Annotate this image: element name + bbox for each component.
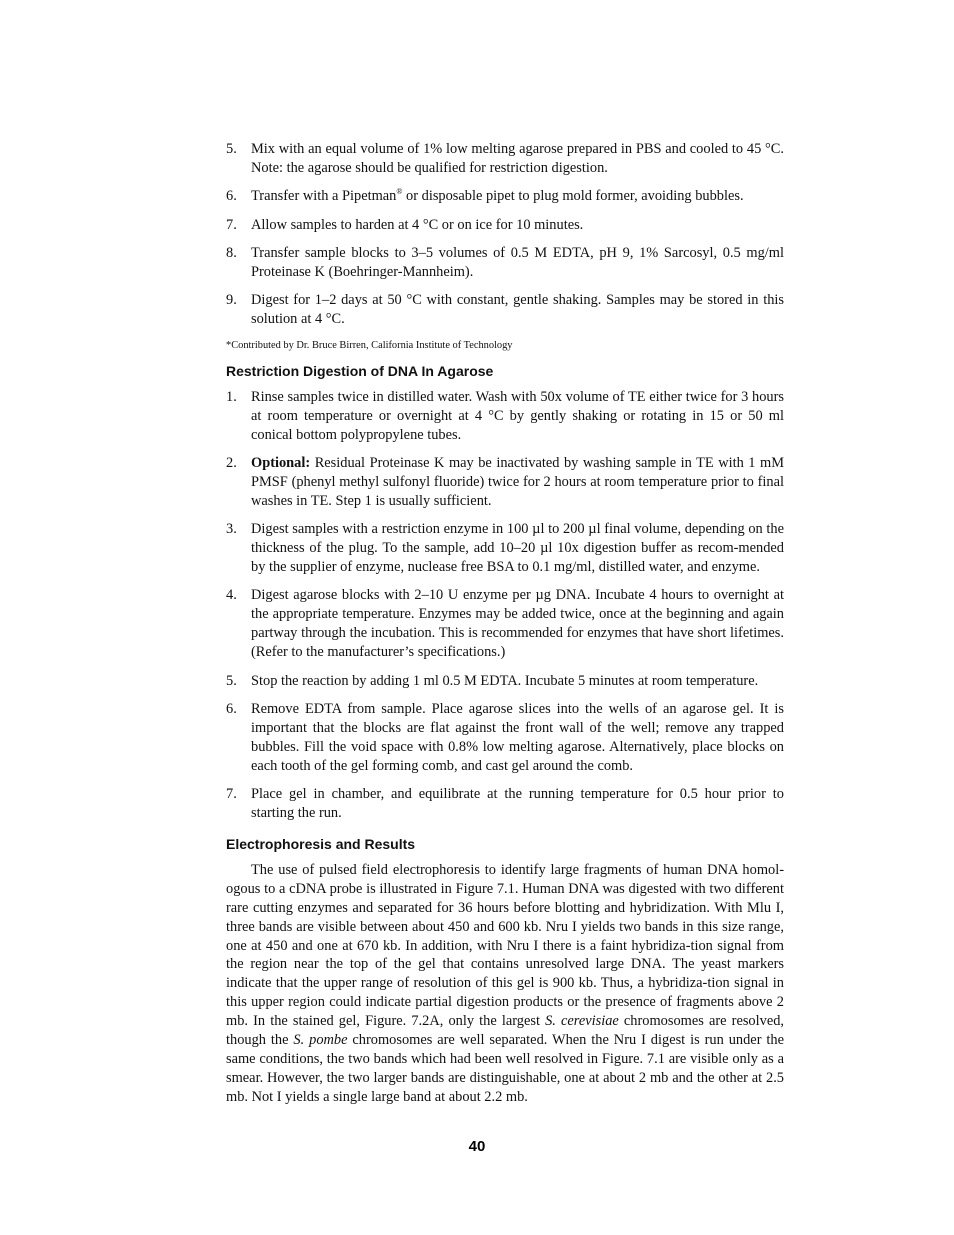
step-number: 5.	[226, 672, 237, 689]
list-item	[226, 520, 784, 577]
list-item	[226, 700, 784, 776]
step-number: 1.	[226, 388, 237, 405]
step-text: Transfer with a Pipetman	[251, 188, 397, 205]
step-text: Residual Proteinase K may be inactivated by washing sample in TE with 1 mM PMSF (phenyl methyl sulfonyl fluoride) twice for 2 hours at room temperature prior to final washes in TE. Step 1 is usually sufficient.	[251, 454, 784, 509]
list-item	[226, 140, 784, 178]
step-text: Digest samples with a restriction enzyme in 100 µl to 200 µl final volume, depending on the thickness of the plug. To the sample, add 10–20 µl 10x digestion buffer as recom-mended by the supplier of enzyme, nuclease free BSA to 0.1 mg/ml, distilled water, and enzyme.	[251, 521, 784, 575]
step-number: 7.	[226, 786, 237, 803]
registered-mark: ®	[396, 187, 403, 197]
step-text: Transfer sample blocks to 3–5 volumes of 0.5 M EDTA, pH 9, 1% Sarcosyl, 0.5 mg/ml Proteinase K (Boehringer-Mannheim).	[251, 245, 784, 281]
step-text: Digest for 1–2 days at 50 °C with constant, gentle shaking. Samples may be stored in this solution at 4 °C.	[251, 292, 784, 328]
paragraph-text: chromosomes are well separated. When the Nru I digest is run under the same conditions, the two bands which had been well resolved in Figure. 7.1 are visible only as a smear. However, the two larger bands are distinguishable, one at about 2 mb and the other at 2.5 mb. Not I yields a single large band at about 2.2 mb.	[226, 1032, 784, 1105]
list-item	[226, 216, 784, 235]
species-name-italic: S. pombe	[293, 1032, 348, 1049]
paragraph-text: chromosomes are resolved, though the	[226, 1013, 784, 1049]
step-text: Allow samples to harden at 4 °C or on ice for 10 minutes.	[251, 216, 584, 233]
document-page	[226, 140, 784, 1107]
list-item	[226, 672, 784, 691]
list-item	[226, 187, 784, 206]
protocol-steps-continued	[226, 140, 784, 329]
step-number: 2.	[226, 454, 237, 471]
step-number: 5.	[226, 141, 237, 157]
section-heading-restriction-digestion: Restriction Digestion of DNA In Agarose	[226, 362, 494, 379]
step-number: 6.	[226, 188, 237, 205]
step-number: 3.	[226, 521, 237, 538]
list-item	[226, 586, 784, 662]
results-paragraph	[226, 861, 784, 1107]
paragraph-text: The use of pulsed field electrophoresis to identify large fragments of human DNA homol-ogous to a cDNA probe is illustrated in Figure 7.1. Human DNA was digested with two different rare cutting enzymes and separated for 36 hours before blotting and hybridization. With Mlu I, three bands are visible between about 450 and 600 kb. Nru I yields two bands in this size range, one at 450 and one at 670 kb. In addition, with Nru I there is a faint hybridiza-tion signal from the region near the top of the gel that contains unresolved large DNA. The yeast markers indicate that the upper range of resolution of this gel is 900 kb. Thus, a hybridiza-tion signal in this upper region could indicate partial digestion products or the presence of fragments above 2 mb. In the stained gel, Figure. 7.2A, only the largest	[226, 861, 784, 1030]
step-number: 6.	[226, 700, 237, 717]
step-text: Digest agarose blocks with 2–10 U enzyme per µg DNA. Incubate 4 hours to overnight at the appropriate temperature. Enzymes may be added twice, once at the beginning and again partway through the incubation. This is recommended for enzymes that have short lifetimes. (Refer to the manufacturer’s specifications.)	[251, 587, 784, 661]
restriction-digestion-steps	[226, 388, 784, 823]
step-number: 8.	[226, 245, 237, 262]
step-number: 4.	[226, 587, 237, 604]
list-item	[226, 244, 784, 282]
step-text: or disposable pipet to plug mold former, avoiding bubbles.	[402, 188, 744, 205]
step-number: 7.	[226, 216, 237, 233]
species-name-italic: S. cerevisiae	[545, 1013, 619, 1030]
section-heading-electrophoresis: Electrophoresis and Results	[226, 835, 416, 852]
list-item	[226, 785, 784, 823]
list-item	[226, 388, 784, 445]
list-item	[226, 291, 784, 329]
optional-label: Optional:	[251, 454, 311, 471]
step-text: Remove EDTA from sample. Place agarose slices into the wells of an agarose gel. It is important that the blocks are flat against the front wall of the well; remove any trapped bubbles. Fill the void space with 0.8% low melting agarose. Alternatively, place blocks on each tooth of the gel forming comb, and cast gel around the comb.	[251, 700, 784, 774]
page-number: 40	[468, 1138, 486, 1155]
step-text: Mix with an equal volume of 1% low melting agarose prepared in PBS and cooled to 45 °C. Note: the agarose should be qualified for restriction digestion.	[251, 141, 784, 176]
step-text: Stop the reaction by adding 1 ml 0.5 M EDTA. Incubate 5 minutes at room temperature.	[251, 672, 759, 689]
step-text: Rinse samples twice in distilled water. Wash with 50x volume of TE either twice for 3 hours at room temperature or overnight at 4 °C by gently shaking or rotating in 15 or 50 ml conical bottom polypropylene tubes.	[251, 388, 784, 443]
step-text: Place gel in chamber, and equilibrate at the running temperature for 0.5 hour prior to starting the run.	[251, 786, 784, 821]
step-number: 9.	[226, 292, 237, 309]
list-item	[226, 454, 784, 511]
footnote: *Contributed by Dr. Bruce Birren, California Institute of Technology	[226, 339, 513, 351]
